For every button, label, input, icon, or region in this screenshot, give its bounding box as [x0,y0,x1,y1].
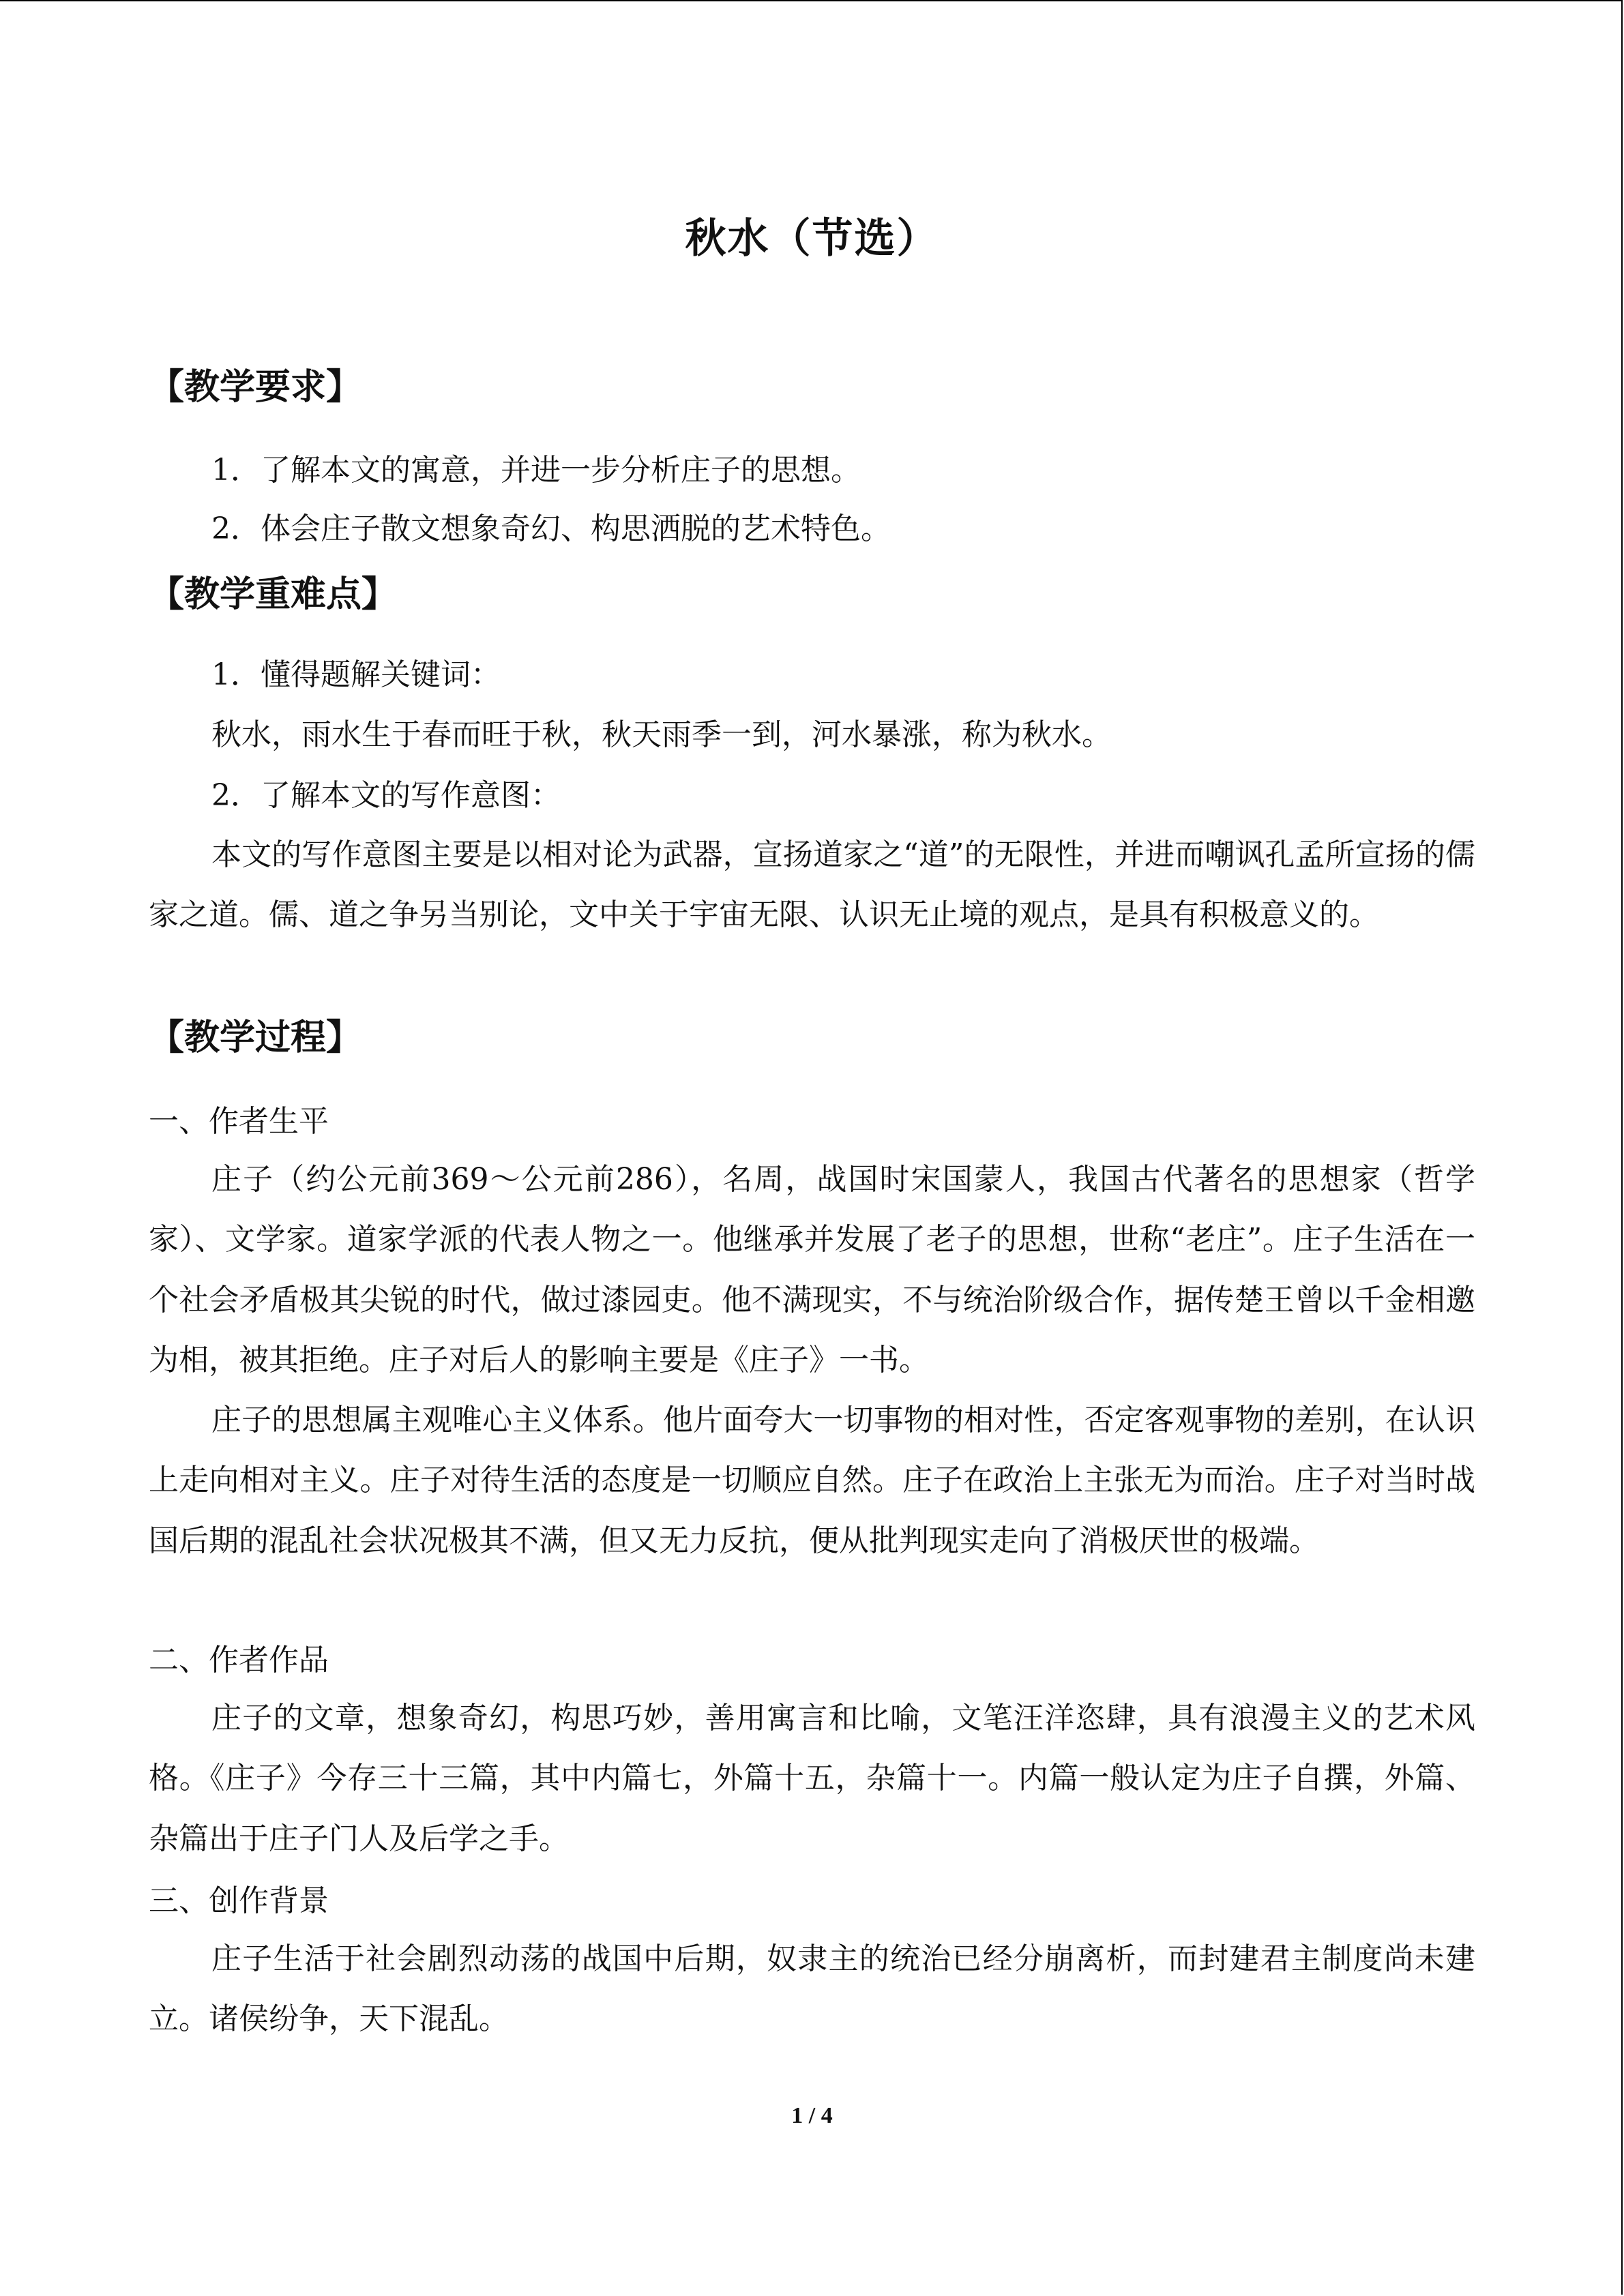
requirement-item-1: 1．了解本文的寓意，并进一步分析庄子的思想。 [211,453,861,488]
requirement-item-2: 2．体会庄子散文想象奇幻、构思洒脱的艺术特色。 [211,511,891,546]
part-title-author-life: 一、作者生平 [149,1104,329,1139]
document-title: 秋水（节选） [685,215,939,263]
author-life-paragraph-1: 庄子（约公元前369～公元前286），名周，战国时宋国蒙人，我国古代著名的思想家（哲学家）、文学家。道家学派的代表人物之一。他继承并发展了老子的思想，世称“老庄”。庄子生活在一个社会矛盾极其尖锐的时代，做过漆园吏。他不满现实，不与统治阶级合作，据传楚王曾以千金相邀为相，被其拒绝。庄子对后人的影响主要是《庄子》一书。 [149,1162,1475,1377]
background-paragraph: 庄子生活于社会剧烈动荡的战国中后期，奴隶主的统治已经分崩离析，而封建君主制度尚未建立。诸侯纷争，天下混乱。 [149,1941,1475,2037]
key-point-item-1: 1．懂得题解关键词： [211,657,501,692]
part-title-author-works: 二、作者作品 [149,1643,329,1678]
section-heading-process: 【教学过程】 [149,1017,362,1058]
page-number: 1 / 4 [791,2103,833,2128]
author-works-paragraph: 庄子的文章，想象奇幻，构思巧妙，善用寓言和比喻，文笔汪洋恣肆，具有浪漫主义的艺术风格。《庄子》今存三十三篇，其中内篇七，外篇十五，杂篇十一。内篇一般认定为庄子自撰，外篇、杂篇出于庄子门人及后学之手。 [149,1701,1475,1856]
key-point-item-2-text: 本文的写作意图主要是以相对论为武器，宣扬道家之“道”的无限性，并进而嘲讽孔孟所宣扬的儒家之道。儒、道之争另当别论，文中关于宇宙无限、认识无止境的观点，是具有积极意义的。 [149,837,1475,933]
section-heading-requirements: 【教学要求】 [149,367,362,408]
section-heading-key-points: 【教学重难点】 [149,574,398,615]
key-point-item-2: 2．了解本文的写作意图： [211,778,561,813]
part-title-background: 三、创作背景 [149,1883,329,1918]
author-life-paragraph-2: 庄子的思想属主观唯心主义体系。他片面夸大一切事物的相对性，否定客观事物的差别，在认识上走向相对主义。庄子对待生活的态度是一切顺应自然。庄子在政治上主张无为而治。庄子对当时战国后期的混乱社会状况极其不满，但又无力反抗，便从批判现实走向了消极厌世的极端。 [149,1403,1475,1558]
key-point-item-1-text: 秋水，雨水生于春而旺于秋，秋天雨季一到，河水暴涨，称为秋水。 [211,717,1112,752]
